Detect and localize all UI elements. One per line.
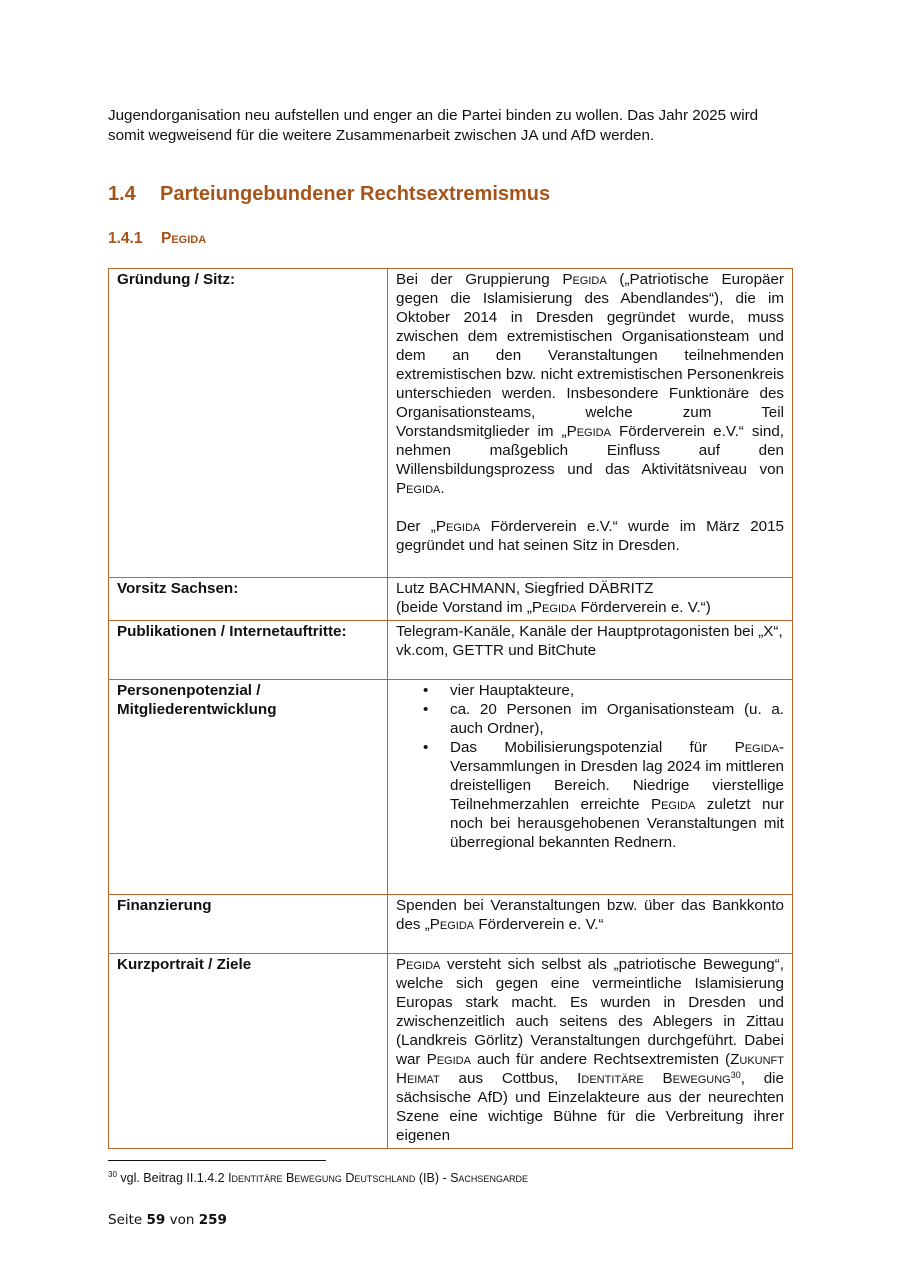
- value-kurzportrait: Pegida versteht sich selbst als „patriotische Bewegung“, welche sich gegen eine vermeintliche Islamisierung Europas stark macht. Es wurden in Dresden und zwischenzeitlich auch seitens des Ablegers in Zittau (Landkreis Görlitz) Veranstaltungen durchgeführt. Dabei war Pegida auch für andere Rechtsextremisten (Zukunft Heimat aus Cottbus, Identitäre Bewegung$^{30}$, die sächsische AfD) und Einzelakteure aus der neurechten Szene eine wichtige Bühne für die Verbreitung ihrer eigenen: [388, 954, 793, 1149]
- gruendung-paragraph-2: Der „Pegida Förderverein e.V.“ wurde im März 2015 gegründet und hat seinen Sitz in Dresden.: [396, 518, 784, 554]
- value-personen: [388, 680, 793, 895]
- footnote-divider: [108, 1160, 326, 1161]
- value-finanzierung: Spenden bei Veranstaltungen bzw. über das Bankkonto des „Pegida Förderverein e. V.“: [388, 895, 793, 954]
- gruendung-paragraph-1: Bei der Gruppierung Pegida („Patriotische Europäer gegen die Islamisierung des Abendlandes“), die im Oktober 2014 in Dresden gegründet wurde, muss zwischen dem extremistischen Organisationsteam und dem an den Veranstaltungen teilnehmenden extremistischen bzw. nicht extremistischen Personenkreis unterschieden werden. Insbesondere Funktionäre des Organisationsteams, welche zum Teil Vorstandsmitglieder im „Pegida Förderverein e.V.“ sind, nehmen maßgeblich Einfluss auf den Willensbildungsprozess und das Aktivitätsniveau von Pegida.: [396, 271, 785, 497]
- vorsitz-note: (beide Vorstand im „Pegida Förderverein e. V.“): [396, 599, 711, 616]
- list-item: • ca. 20 Personen im Organisationsteam (u. a. auch Ordner),: [423, 701, 784, 737]
- subsection-number: 1.4.1: [108, 230, 143, 247]
- label-personen: Personenpotenzial / Mitgliederentwicklung: [109, 680, 388, 895]
- subsection-title: Pegida: [161, 230, 207, 247]
- subsection-heading: [108, 230, 206, 248]
- value-vorsitz: [388, 578, 793, 621]
- vorsitz-names: Lutz BACHMANN, Siegfried DÄBRITZ: [396, 580, 654, 597]
- footnote: $^{30}$ vgl. Beitrag II.1.4.2 Identitäre Bewegung Deutschland (IB) - Sachsengarde: [108, 1170, 528, 1185]
- section-heading: [108, 183, 550, 206]
- label-vorsitz: Vorsitz Sachsen:: [109, 578, 388, 621]
- personen-list: [396, 681, 784, 852]
- label-finanzierung: Finanzierung: [109, 895, 388, 954]
- section-number: 1.4: [108, 183, 136, 205]
- value-gruendung: [388, 269, 793, 578]
- label-publikationen: Publikationen / Internetauftritte:: [109, 621, 388, 680]
- page-number: Seite 59 von 259: [108, 1212, 227, 1228]
- footnote-reference[interactable]: 30: [730, 1070, 741, 1080]
- value-publikationen: Telegram-Kanäle, Kanäle der Hauptprotagonisten bei „X“, vk.com, GETTR und BitChute: [388, 621, 793, 680]
- table-row-personen: [109, 680, 793, 895]
- table-row-publikationen: [109, 621, 793, 680]
- table-row-kurzportrait: [109, 954, 793, 1149]
- footnote-number: 30: [108, 1170, 117, 1179]
- list-item: • Das Mobilisierungspotenzial für Pegida-Versammlungen in Dresden lag 2024 im mittleren dreistelligen Bereich. Niedrige vierstellige Teilnehmerzahlen erreichte Pegida zuletzt nur noch bei herausgehobenen Veranstaltungen mit überregional bekannten Rednern.: [423, 739, 784, 851]
- intro-paragraph: Jugendorganisation neu aufstellen und enger an die Partei binden zu wollen. Das Jahr 2025 wird somit wegweisend für die weitere Zusammenarbeit zwischen JA und AfD werden.: [108, 107, 759, 144]
- table-row-vorsitz: [109, 578, 793, 621]
- table-row-gruendung: [109, 269, 793, 578]
- pegida-info-table: [108, 268, 793, 1149]
- section-title: Parteiungebundener Rechtsextremismus: [160, 183, 551, 205]
- label-gruendung: Gründung / Sitz:: [109, 269, 388, 578]
- label-kurzportrait: Kurzportrait / Ziele: [109, 954, 388, 1149]
- list-item: • vier Hauptakteure,: [423, 682, 575, 699]
- table-row-finanzierung: [109, 895, 793, 954]
